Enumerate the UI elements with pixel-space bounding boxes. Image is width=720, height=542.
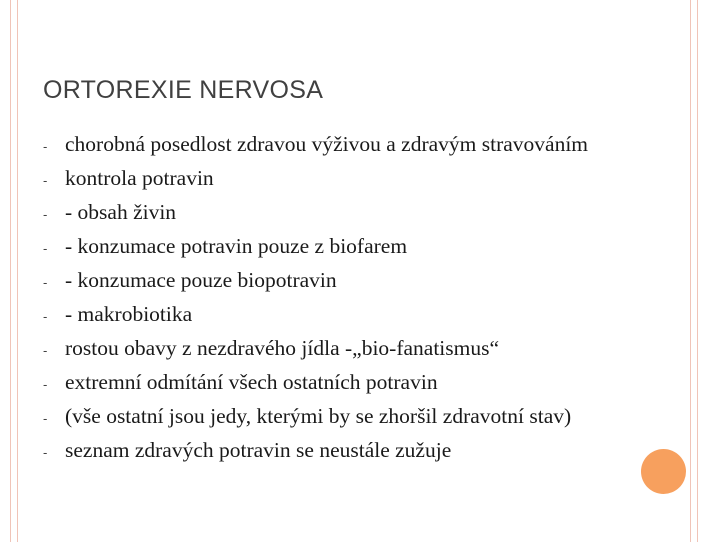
bullet-dash: - (43, 377, 48, 392)
list-item (43, 336, 643, 360)
list-item (43, 166, 643, 190)
list-item (43, 234, 643, 258)
bullet-dash: - (43, 207, 48, 222)
list-item-text: extremní odmítání všech ostatních potravin (65, 370, 438, 394)
bullet-list (43, 132, 643, 472)
list-item (43, 132, 643, 156)
list-item-text: - makrobiotika (65, 302, 193, 326)
bullet-dash: - (43, 309, 48, 324)
list-item-text: - konzumace pouze biopotravin (65, 268, 337, 292)
slide-title: ORTOREXIE NERVOSA (43, 76, 324, 104)
list-item-text: - obsah živin (65, 200, 177, 224)
list-item (43, 302, 643, 326)
list-item (43, 404, 643, 428)
list-item-text: chorobná posedlost zdravou výživou a zdravým stravováním (65, 132, 589, 156)
list-item (43, 200, 643, 224)
list-item-text: rostou obavy z nezdravého jídla -„bio-fanatismus“ (65, 336, 500, 360)
orange-circle-decoration (641, 449, 686, 494)
list-item (43, 370, 643, 394)
bullet-dash: - (43, 343, 48, 358)
list-item-text: seznam zdravých potravin se neustále zužuje (65, 438, 452, 462)
left-decorative-frame (10, 0, 18, 542)
list-item-text: (vše ostatní jsou jedy, kterými by se zhoršil zdravotní stav) (65, 404, 572, 428)
bullet-dash: - (43, 139, 48, 154)
bullet-dash: - (43, 275, 48, 290)
list-item-text: kontrola potravin (65, 166, 214, 190)
right-decorative-frame (690, 0, 698, 542)
bullet-dash: - (43, 445, 48, 460)
list-item (43, 268, 643, 292)
bullet-dash: - (43, 411, 48, 426)
bullet-dash: - (43, 241, 48, 256)
bullet-dash: - (43, 173, 48, 188)
list-item (43, 438, 643, 462)
list-item-text: - konzumace potravin pouze z biofarem (65, 234, 408, 258)
